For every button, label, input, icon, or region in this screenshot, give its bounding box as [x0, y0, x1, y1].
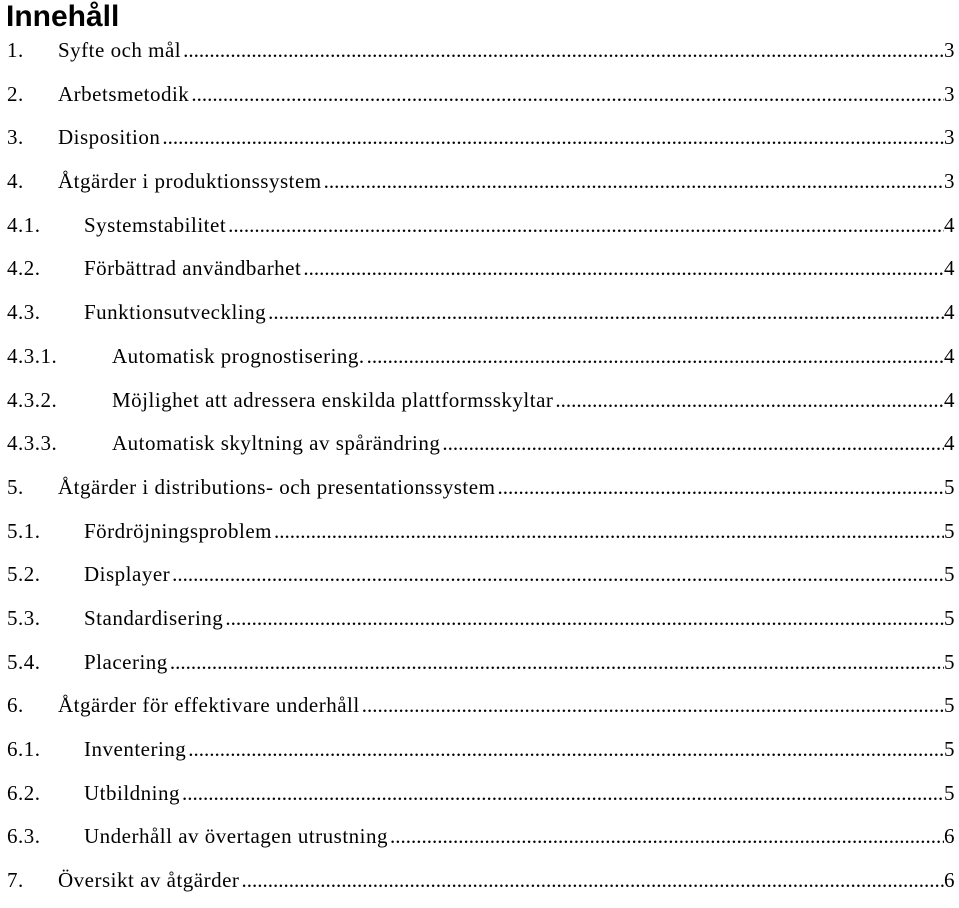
- toc-dot-leader: [440, 431, 944, 456]
- toc-heading: Innehåll: [6, 0, 120, 33]
- toc-entry-title: Möjlighet att adressera enskilda plattformsskyltar: [112, 387, 554, 412]
- toc-entry-number: 5.: [7, 474, 24, 499]
- toc-entry[interactable]: [7, 650, 955, 694]
- toc-entry-number: 4.3.2.: [7, 387, 58, 412]
- toc-entry[interactable]: [7, 388, 955, 432]
- toc-entry-title: Standardisering: [84, 605, 224, 630]
- toc-entry-number: 4.3.3.: [7, 431, 58, 456]
- toc-entry[interactable]: [7, 562, 955, 606]
- toc-entry-title: Inventering: [84, 737, 187, 761]
- toc-entry-number: 6.3.: [7, 824, 41, 849]
- toc-entry-number: 6.2.: [7, 780, 41, 805]
- toc-entry-title: Översikt av åtgärder: [58, 868, 240, 893]
- toc-entry-number: 5.3.: [7, 605, 41, 630]
- toc-dot-leader: [160, 125, 944, 150]
- toc-dot-leader: [553, 388, 944, 413]
- toc-dot-leader: [495, 475, 944, 500]
- toc-entry-title: Automatisk skyltning av spårändring: [112, 431, 441, 456]
- toc-entry-number: 4.3.1.: [7, 343, 58, 368]
- toc-dot-leader: [301, 256, 944, 281]
- toc-entry[interactable]: [7, 125, 955, 169]
- toc-list: [7, 38, 955, 908]
- toc-entry[interactable]: [7, 606, 955, 650]
- toc-entry[interactable]: [7, 781, 955, 825]
- toc-entry-number: 5.2.: [7, 562, 41, 587]
- toc-entry-page-number: 5: [944, 649, 955, 674]
- toc-dot-leader: [272, 519, 944, 544]
- toc-entry-number: 6.1.: [7, 737, 41, 761]
- toc-entry-title: Systemstabilitet: [84, 212, 227, 237]
- toc-entry-number: 4.3.: [7, 300, 41, 325]
- toc-entry-number: 3.: [7, 125, 24, 150]
- toc-dot-leader: [181, 38, 944, 63]
- toc-entry[interactable]: [7, 213, 955, 257]
- toc-entry[interactable]: [7, 82, 955, 126]
- toc-entry-page-number: 4: [944, 387, 955, 412]
- toc-dot-leader: [226, 213, 944, 238]
- toc-entry[interactable]: [7, 693, 955, 737]
- toc-entry-title: Automatisk prognostisering.: [112, 343, 365, 368]
- toc-entry-title: Förbättrad användbarhet: [84, 256, 302, 281]
- toc-entry[interactable]: [7, 344, 955, 388]
- toc-entry[interactable]: [7, 169, 955, 213]
- toc-entry-page-number: 4: [944, 300, 955, 325]
- toc-entry-title: Funktionsutveckling: [84, 300, 267, 325]
- toc-entry-page-number: 5: [944, 562, 955, 587]
- toc-dot-leader: [223, 606, 944, 631]
- toc-dot-leader: [322, 169, 944, 194]
- toc-entry-page-number: 5: [944, 518, 955, 543]
- toc-entry-number: 7.: [7, 868, 24, 893]
- toc-entry-title: Utbildning: [84, 780, 181, 805]
- toc-entry-page-number: 3: [944, 169, 955, 194]
- toc-entry-page-number: 4: [944, 212, 955, 237]
- toc-dot-leader: [266, 300, 944, 325]
- toc-entry-page-number: 4: [944, 256, 955, 281]
- toc-entry-title: Placering: [84, 649, 168, 674]
- toc-entry-page-number: 3: [944, 81, 955, 106]
- toc-entry[interactable]: [7, 256, 955, 300]
- toc-entry-title: Fördröjningsproblem: [84, 518, 272, 543]
- toc-entry-number: 1.: [7, 38, 24, 62]
- toc-entry-title: Åtgärder i produktionssystem: [58, 169, 322, 194]
- toc-dot-leader: [180, 781, 944, 806]
- toc-entry-title: Arbetsmetodik: [58, 81, 190, 106]
- toc-entry-title: Underhåll av övertagen utrustning: [84, 824, 388, 849]
- toc-dot-leader: [189, 82, 944, 107]
- toc-entry-page-number: 3: [944, 38, 955, 62]
- toc-entry[interactable]: [7, 475, 955, 519]
- toc-entry-title: Displayer: [84, 562, 171, 587]
- toc-entry-number: 6.: [7, 693, 24, 718]
- toc-entry-title: Syfte och mål: [58, 38, 182, 62]
- toc-entry-page-number: 5: [944, 693, 955, 718]
- toc-dot-leader: [186, 737, 944, 762]
- toc-dot-leader: [168, 650, 944, 675]
- toc-entry-page-number: 4: [944, 343, 955, 368]
- toc-entry[interactable]: [7, 38, 955, 82]
- toc-dot-leader: [170, 562, 944, 587]
- toc-entry-title: Åtgärder i distributions- och presentationssystem: [58, 474, 496, 499]
- toc-entry-title: Åtgärder för effektivare underhåll: [58, 693, 360, 718]
- toc-entry-page-number: 6: [944, 868, 955, 893]
- toc-entry-title: Disposition: [58, 125, 161, 150]
- toc-entry-number: 4.2.: [7, 256, 41, 281]
- toc-dot-leader: [365, 344, 944, 369]
- toc-entry[interactable]: [7, 519, 955, 563]
- toc-entry-number: 4.: [7, 169, 24, 194]
- toc-entry-page-number: 3: [944, 125, 955, 150]
- toc-entry[interactable]: [7, 737, 955, 781]
- toc-entry-number: 5.4.: [7, 649, 41, 674]
- toc-entry-page-number: 5: [944, 605, 955, 630]
- toc-entry-page-number: 5: [944, 737, 955, 761]
- toc-entry-number: 2.: [7, 81, 24, 106]
- toc-entry-page-number: 4: [944, 431, 955, 456]
- toc-entry-number: 4.1.: [7, 212, 41, 237]
- toc-entry[interactable]: [7, 431, 955, 475]
- toc-entry[interactable]: [7, 300, 955, 344]
- toc-entry-number: 5.1.: [7, 518, 41, 543]
- toc-dot-leader: [388, 824, 944, 849]
- toc-entry-page-number: 6: [944, 824, 955, 849]
- toc-dot-leader: [360, 693, 944, 718]
- toc-dot-leader: [239, 868, 944, 893]
- toc-entry-page-number: 5: [944, 780, 955, 805]
- toc-entry[interactable]: [7, 824, 955, 868]
- toc-entry-page-number: 5: [944, 474, 955, 499]
- toc-entry[interactable]: [7, 868, 955, 908]
